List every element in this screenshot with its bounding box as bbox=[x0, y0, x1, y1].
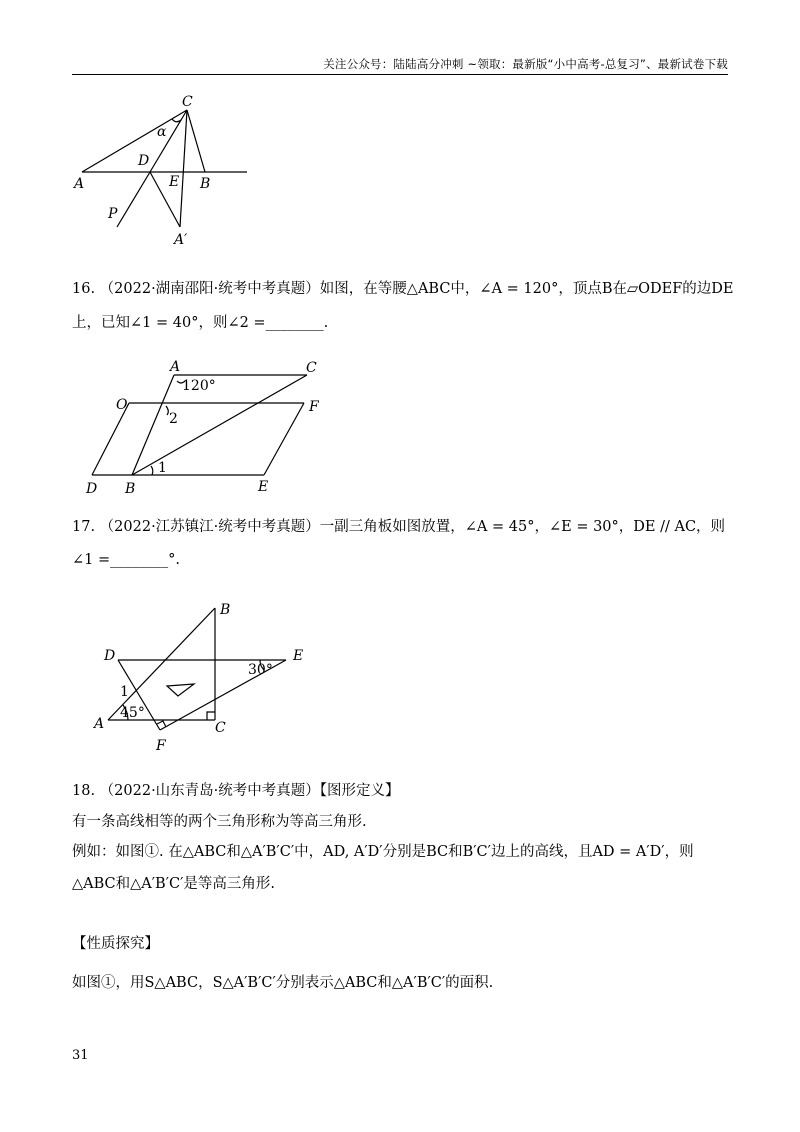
q17-line-1: 17. （2022·江苏镇江·统考中考真题）一副三角板如图放置，∠A = 45°，∠E = 30°，DE // AC，则 bbox=[72, 519, 726, 535]
fig2-label-C: C bbox=[306, 360, 317, 376]
fig1-label-D: D bbox=[138, 153, 150, 169]
fig3-label-A: A bbox=[94, 716, 105, 732]
figure-3 bbox=[88, 598, 328, 758]
fig1-label-alpha: α bbox=[157, 124, 167, 140]
fig3-label-1: 1 bbox=[120, 684, 129, 700]
fig1-label-E: E bbox=[169, 174, 180, 190]
fig3-label-F: F bbox=[156, 738, 166, 754]
fig1-label-A-prime: A′ bbox=[174, 232, 188, 248]
fig2-label-2: 2 bbox=[169, 411, 178, 427]
q18-line-4: △ABC和△A′B′C′是等高三角形. bbox=[72, 876, 275, 892]
fig3-label-D: D bbox=[104, 648, 116, 664]
fig2-label-F: F bbox=[309, 399, 319, 415]
figure-2 bbox=[82, 355, 342, 500]
fig1-label-P: P bbox=[108, 206, 118, 222]
q18-line-5: 【性质探究】 bbox=[72, 936, 159, 952]
fig2-label-120: 120° bbox=[182, 378, 216, 394]
q18-line-2: 有一条高线相等的两个三角形称为等高三角形. bbox=[72, 814, 367, 830]
fig3-label-45: 45° bbox=[120, 705, 145, 721]
q18-line-3: 例如：如图①. 在△ABC和△A′B′C′中，AD, A′D′分别是BC和B′C′边上的高线，且AD = A′D′，则 bbox=[72, 844, 694, 860]
fig1-label-C: C bbox=[182, 94, 193, 110]
fig2-label-B: B bbox=[125, 481, 136, 497]
q18-line-1: 18. （2022·山东青岛·统考中考真题）【图形定义】 bbox=[72, 783, 400, 799]
q18-line-6: 如图①，用S△ABC，S△A′B′C′分别表示△ABC和△A′B′C′的面积. bbox=[72, 975, 494, 991]
q17-line-2: ∠1 =________°. bbox=[72, 552, 180, 568]
header-text: 关注公众号：陆陆高分冲刺 ~领取：最新版“小中高考-总复习”、最新试卷下载 bbox=[323, 57, 728, 71]
fig2-label-O: O bbox=[116, 397, 128, 413]
fig3-label-E: E bbox=[293, 648, 304, 664]
page-number: 31 bbox=[72, 1048, 89, 1063]
fig2-label-1: 1 bbox=[158, 460, 167, 476]
fig2-label-E: E bbox=[258, 479, 269, 495]
q16-line-1: 16. （2022·湖南邵阳·统考中考真题）如图，在等腰△ABC中，∠A = 120°，顶点B在▱ODEF的边DE bbox=[72, 281, 734, 297]
fig2-label-D: D bbox=[86, 481, 98, 497]
fig1-label-A: A bbox=[74, 176, 85, 192]
fig2-label-A: A bbox=[170, 359, 181, 375]
fig3-label-B: B bbox=[220, 602, 231, 618]
q16-line-2: 上，已知∠1 = 40°，则∠2 =________. bbox=[72, 315, 329, 331]
fig1-label-B: B bbox=[200, 176, 211, 192]
fig3-label-C: C bbox=[215, 720, 226, 736]
fig3-label-30: 30° bbox=[248, 662, 273, 678]
page-header bbox=[72, 56, 728, 75]
figure-1 bbox=[72, 92, 262, 252]
